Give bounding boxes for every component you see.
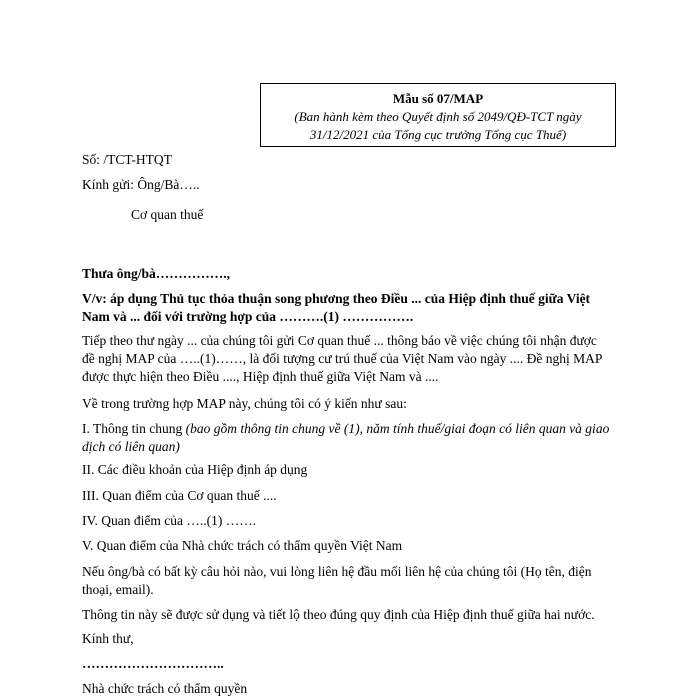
closing: Kính thư, — [82, 631, 134, 646]
contact-paragraph: Nếu ông/bà có bất kỳ câu hỏi nào, vui lòng liên hệ đầu mối liên hệ của chúng tôi (Họ tên, điện thoại, email). — [82, 564, 592, 597]
section-5: V. Quan điểm của Nhà chức trách có thẩm quyền Việt Nam — [82, 538, 403, 553]
reference-number: Số: /TCT-HTQT — [82, 152, 172, 167]
opinion-intro: Về trong trường hợp MAP này, chúng tôi có ý kiến như sau: — [82, 396, 407, 411]
form-code: Mẫu số 07/MAP — [392, 91, 484, 106]
addressee: Kính gửi: Ông/Bà….. — [82, 177, 200, 192]
intro-paragraph: Tiếp theo thư ngày ... của chúng tôi gửi Cơ quan thuế ... thông báo về việc chúng tôi nhận được đề nghị MAP của …..(1)……, là đối tượng cư trú thuế của Việt Nam vào ngày .... Đề nghị MAP được thực hiện theo Điều ...., Hiệp định thuế giữa Việt Nam và .... — [82, 333, 602, 384]
section-1-note: (bao gồm thông tin chung về (1), năm tính thuế/giai đoạn có liên quan và giao dịch có liên quan) — [82, 421, 610, 454]
section-1 — [82, 420, 610, 456]
issued-line-1: (Ban hành kèm theo Quyết định số 2049/QĐ-TCT ngày — [294, 109, 582, 124]
subject-line: V/v: áp dụng Thủ tục thỏa thuận song phương theo Điều ... của Hiệp định thuế giữa Việt Nam và ... đối với trường hợp của ……….(1) ……………. — [82, 291, 591, 324]
salutation: Thưa ông/bà……………., — [82, 266, 231, 281]
issued-line-2: 31/12/2021 của Tổng cục trưởng Tổng cục Thuế) — [309, 127, 567, 142]
section-4: IV. Quan điểm của …..(1) ……. — [82, 513, 257, 528]
signature-line: ………………………….. — [82, 656, 224, 671]
signatory: Nhà chức trách có thẩm quyền — [82, 681, 248, 696]
confidentiality-paragraph: Thông tin này sẽ được sử dụng và tiết lộ theo đúng quy định của Hiệp định thuế giữa hai nước. — [82, 607, 595, 622]
section-2: II. Các điều khoản của Hiệp định áp dụng — [82, 462, 308, 477]
form-header-box — [260, 83, 616, 147]
section-3: III. Quan điểm của Cơ quan thuế .... — [82, 488, 277, 503]
section-1-label: I. Thông tin chung — [82, 421, 186, 436]
recipient-org: Cơ quan thuế — [131, 207, 204, 222]
